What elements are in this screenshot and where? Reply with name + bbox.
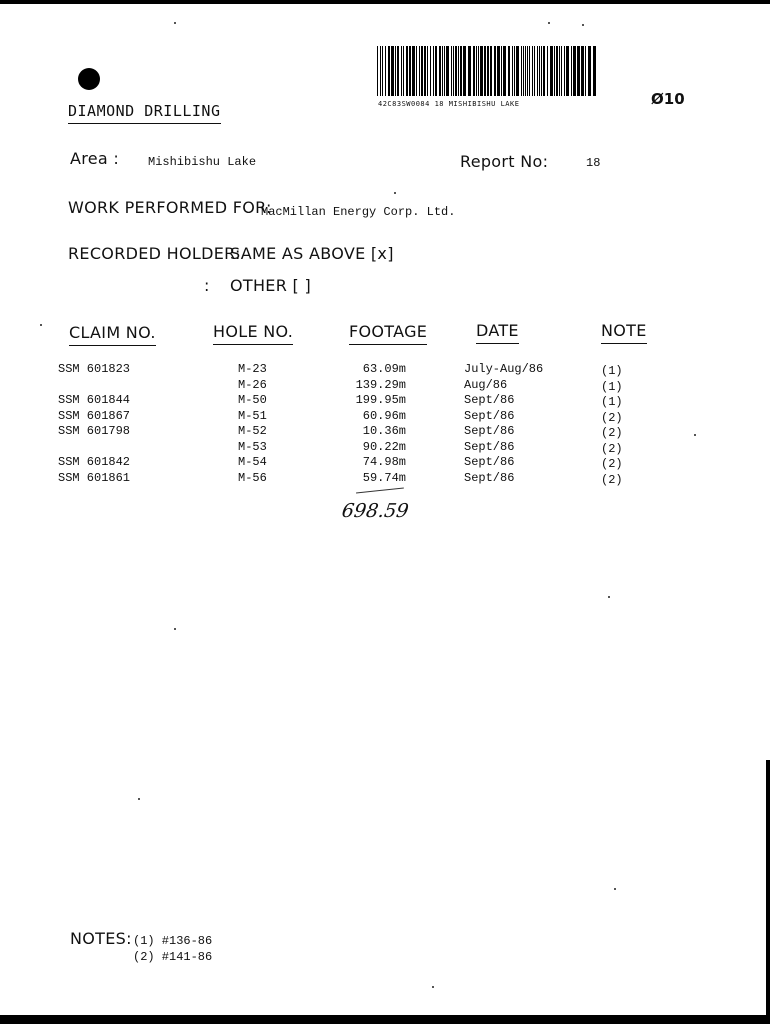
barcode-bar <box>478 46 479 96</box>
date-cell: Sept/86 <box>464 455 515 469</box>
scan-speck <box>174 628 176 630</box>
note-cell: (2) <box>601 457 623 471</box>
note-column <box>601 364 631 488</box>
barcode-bar <box>577 46 580 96</box>
barcode-bar <box>403 46 404 96</box>
footage-cell: 199.95m <box>355 393 406 407</box>
note-item: (2) #141-86 <box>133 950 213 964</box>
barcode-bar <box>388 46 390 96</box>
barcode-bar <box>391 46 394 96</box>
barcode <box>376 46 596 96</box>
note-cell: (2) <box>601 410 623 425</box>
note-cell: (2) <box>601 441 623 456</box>
claim-no-header: CLAIM NO. <box>69 323 156 346</box>
barcode-bar <box>424 46 426 96</box>
footage-cell: 90.22m <box>362 439 406 454</box>
footage-cell: 63.09m <box>362 362 406 376</box>
scan-speck <box>138 798 140 800</box>
date-cell: July-Aug/86 <box>464 362 544 376</box>
barcode-image <box>376 46 596 96</box>
barcode-bar <box>435 46 437 96</box>
scan-speck <box>40 324 42 326</box>
report-value: 18 <box>586 156 601 170</box>
scan-speck <box>614 888 616 890</box>
barcode-bar <box>566 46 569 96</box>
other-option: OTHER [ ] <box>230 276 311 295</box>
barcode-bar <box>543 46 545 96</box>
note-cell: (1) <box>601 364 623 378</box>
barcode-bar <box>516 46 519 96</box>
barcode-bar <box>497 46 500 96</box>
barcode-bar <box>451 46 452 96</box>
barcode-bar <box>503 46 506 96</box>
scan-speck <box>548 22 550 24</box>
barcode-bar <box>508 46 510 96</box>
barcode-caption: 42C83SW0084 18 MISHIBISHU LAKE <box>378 100 520 108</box>
hole-cell: M-54 <box>238 455 267 469</box>
hole-cell: M-56 <box>238 470 267 485</box>
claim-cell: SSM 601844 <box>58 393 131 407</box>
barcode-bar <box>401 46 402 96</box>
recorded-holder-label: RECORDED HOLDER: <box>68 244 241 263</box>
barcode-bar <box>585 46 586 96</box>
punch-hole-mark <box>78 68 100 90</box>
barcode-bar <box>476 46 477 96</box>
claim-cell: SSM 601823 <box>58 362 131 376</box>
area-value: Mishibishu Lake <box>148 155 257 169</box>
barcode-bar <box>490 46 492 96</box>
date-cell: Aug/86 <box>464 377 508 392</box>
date-cell: Sept/86 <box>464 439 515 454</box>
page-code: Ø10 <box>651 90 685 108</box>
barcode-bar <box>561 46 562 96</box>
hole-cell: M-50 <box>238 393 267 407</box>
barcode-bar <box>501 46 502 96</box>
page-border-top <box>0 0 770 4</box>
barcode-bar <box>571 46 572 96</box>
barcode-bar <box>541 46 542 96</box>
barcode-bar <box>430 46 431 96</box>
footage-column <box>330 362 406 486</box>
barcode-bar <box>377 46 378 96</box>
hole-cell: M-51 <box>238 408 267 423</box>
barcode-bar <box>523 46 524 96</box>
barcode-bar <box>537 46 538 96</box>
barcode-bar <box>564 46 565 96</box>
barcode-bar <box>512 46 513 96</box>
scan-speck <box>432 986 434 988</box>
barcode-bar <box>380 46 381 96</box>
barcode-bar <box>473 46 475 96</box>
footage-header: FOOTAGE <box>349 322 427 345</box>
hole-cell: M-26 <box>238 377 267 392</box>
date-cell: Sept/86 <box>464 424 515 438</box>
barcode-bar <box>446 46 449 96</box>
area-label: Area : <box>70 149 120 168</box>
barcode-bar <box>439 46 441 96</box>
barcode-bar <box>444 46 445 96</box>
barcode-bar <box>534 46 535 96</box>
barcode-bar <box>547 46 548 96</box>
date-column <box>464 362 564 486</box>
barcode-bar <box>529 46 530 96</box>
claim-cell: SSM 601867 <box>58 408 131 423</box>
hole-cell: M-52 <box>238 424 267 438</box>
date-header: DATE <box>476 321 519 344</box>
barcode-bar <box>397 46 399 96</box>
scan-speck <box>394 192 396 194</box>
note-cell: (2) <box>601 472 623 487</box>
barcode-bar <box>593 46 596 96</box>
barcode-bar <box>385 46 386 96</box>
hole-cell: M-23 <box>238 362 267 376</box>
document-title: DIAMOND DRILLING <box>68 102 221 124</box>
barcode-bar <box>556 46 558 96</box>
barcode-bar <box>494 46 496 96</box>
note-cell: (2) <box>601 426 623 440</box>
barcode-bar <box>468 46 471 96</box>
page-border-right <box>766 760 770 1024</box>
barcode-bar <box>455 46 457 96</box>
barcode-bar <box>433 46 434 96</box>
barcode-bar <box>458 46 459 96</box>
footage-cell: 59.74m <box>362 470 406 485</box>
barcode-bar <box>406 46 408 96</box>
note-item: (1) #136-86 <box>133 934 213 948</box>
barcode-bar <box>581 46 584 96</box>
barcode-bar <box>419 46 420 96</box>
report-label: Report No: <box>460 152 549 171</box>
work-performed-label: WORK PERFORMED FOR: <box>68 198 272 217</box>
footage-cell: 139.29m <box>355 377 406 392</box>
claim-cell: SSM 601861 <box>58 470 131 485</box>
barcode-bar <box>442 46 443 96</box>
claim-column <box>58 362 148 486</box>
note-cell: (1) <box>601 379 623 394</box>
barcode-bar <box>412 46 415 96</box>
barcode-bar <box>550 46 553 96</box>
barcode-bar <box>554 46 555 96</box>
barcode-bar <box>588 46 591 96</box>
barcode-bar <box>559 46 560 96</box>
barcode-bar <box>460 46 462 96</box>
footage-cell: 60.96m <box>362 408 406 423</box>
other-colon: : <box>204 276 210 295</box>
barcode-bar <box>409 46 411 96</box>
barcode-bar <box>527 46 528 96</box>
barcode-bar <box>521 46 522 96</box>
scan-speck <box>174 22 176 24</box>
barcode-bar <box>416 46 417 96</box>
claim-cell: SSM 601842 <box>58 455 131 469</box>
barcode-bar <box>573 46 576 96</box>
notes-label: NOTES: <box>70 929 132 948</box>
footage-cell: 74.98m <box>362 455 406 469</box>
barcode-bar <box>395 46 396 96</box>
total-underline <box>356 487 404 494</box>
barcode-bar <box>487 46 489 96</box>
hole-column <box>238 362 288 486</box>
same-as-above-option: SAME AS ABOVE [x] <box>230 244 394 263</box>
barcode-bar <box>463 46 466 96</box>
scan-speck <box>694 434 696 436</box>
note-cell: (1) <box>601 395 623 409</box>
barcode-bar <box>421 46 423 96</box>
barcode-bar <box>514 46 515 96</box>
barcode-bar <box>382 46 383 96</box>
hole-no-header: HOLE NO. <box>213 322 293 345</box>
barcode-bar <box>427 46 428 96</box>
claim-cell <box>58 440 148 456</box>
barcode-bar <box>484 46 486 96</box>
barcode-bar <box>539 46 540 96</box>
barcode-bar <box>453 46 454 96</box>
date-cell: Sept/86 <box>464 393 515 407</box>
note-header: NOTE <box>601 321 647 344</box>
work-performed-value: MacMillan Energy Corp. Ltd. <box>261 205 456 219</box>
barcode-bar <box>480 46 483 96</box>
barcode-bar <box>532 46 533 96</box>
page-border-bottom <box>0 1015 770 1024</box>
claim-cell <box>58 378 148 394</box>
footage-cell: 10.36m <box>362 424 406 438</box>
date-cell: Sept/86 <box>464 470 515 485</box>
barcode-bar <box>525 46 526 96</box>
scan-speck <box>608 596 610 598</box>
date-cell: Sept/86 <box>464 408 515 423</box>
claim-cell: SSM 601798 <box>58 424 131 438</box>
hole-cell: M-53 <box>238 439 267 454</box>
scan-speck <box>582 24 584 26</box>
handwritten-total: 698.59 <box>340 500 411 522</box>
